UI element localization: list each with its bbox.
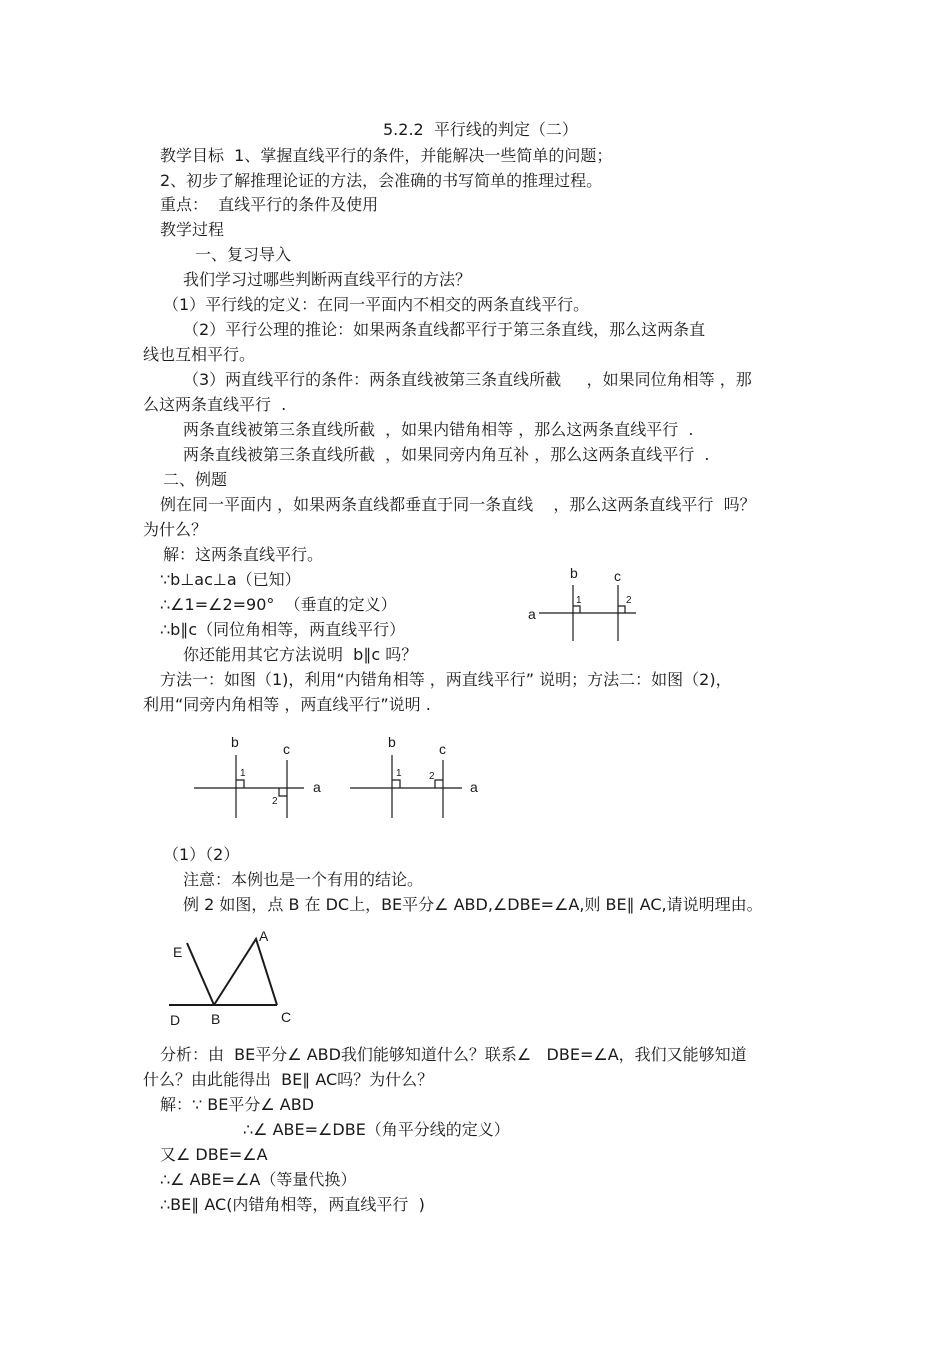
method-3-line2: 么这两条直线平行 . <box>143 395 287 414</box>
other-method-question: 你还能用其它方法说明 b∥c 吗？ <box>183 645 418 664</box>
solution-2-step-4: ∴∠ ABE=∠A（等量代换） <box>160 1170 357 1189</box>
analysis-line2: 什么？由此能得出 BE∥ AC吗？为什么？ <box>143 1070 434 1089</box>
label-c: c <box>614 568 621 584</box>
method-2-line2: 线也互相平行。 <box>143 345 256 364</box>
label-c: c <box>439 741 446 757</box>
method-3-interior: 两条直线被第三条直线所截 ，如果同旁内角互补 ，那么这两条直线平行 . <box>183 445 710 464</box>
label-b: b <box>388 734 396 750</box>
label-a: a <box>528 606 536 622</box>
method-3-alternate: 两条直线被第三条直线所截 ，如果内错角相等 ，那么这两条直线平行 . <box>183 420 694 439</box>
section-examples: 二、例题 <box>163 470 228 489</box>
review-question: 我们学习过哪些判断两直线平行的方法？ <box>183 270 472 289</box>
page-title: 5.2.2 平行线的判定（二） <box>383 120 578 139</box>
methods-line1: 方法一：如图（1)，利用“内错角相等 ，两直线平行” 说明；方法二：如图（2)， <box>160 670 732 689</box>
label-angle-1: 1 <box>576 595 582 606</box>
label-b: b <box>570 565 578 581</box>
label-B: B <box>211 1011 221 1027</box>
method-2-line1: （2）平行公理的推论：如果两条直线都平行于第三条直线，那么这两条直 <box>183 320 706 339</box>
example-1-line1: 例在同一平面内 ，如果两条直线都垂直于同一条直线 ，那么这两条直线平行 吗？ <box>160 495 756 514</box>
label-angle-1: 1 <box>396 768 402 779</box>
solution-2-step-5: ∴BE∥ AC(内错角相等，两直线平行 ) <box>160 1195 425 1214</box>
label-E: E <box>173 944 183 960</box>
label-A: A <box>259 928 269 944</box>
label-c: c <box>283 741 290 757</box>
figure-caption: （1）（2） <box>163 845 240 864</box>
label-angle-2: 2 <box>626 595 632 606</box>
label-b: b <box>231 734 239 750</box>
teaching-goal-2: 2、初步了解推理论证的方法，会准确的书写简单的推理过程。 <box>160 171 603 190</box>
label-angle-2: 2 <box>429 771 435 782</box>
proof-step-1: ∵b⊥ac⊥a（已知） <box>160 570 301 589</box>
proof-step-3: ∴b∥c（同位角相等，两直线平行） <box>160 620 406 639</box>
method-1: （1）平行线的定义：在同一平面内不相交的两条直线平行。 <box>163 295 590 314</box>
analysis-line1: 分析：由 BE平分∠ ABD我们能够知道什么？联系∠ DBE=∠A，我们又能够知道 <box>160 1045 747 1064</box>
example-1-line2: 为什么？ <box>143 520 208 539</box>
solution-2-step-1: 解：∵ BE平分∠ ABD <box>160 1095 315 1114</box>
methods-line2: 利用“同旁内角相等 ，两直线平行”说明 . <box>143 695 431 714</box>
teaching-process: 教学过程 <box>160 220 225 239</box>
teaching-goal-1: 教学目标 1、掌握直线平行的条件，并能解决一些简单的问题； <box>160 146 613 165</box>
label-angle-2: 2 <box>272 796 278 807</box>
label-angle-1: 1 <box>240 768 246 779</box>
label-D: D <box>170 1012 181 1028</box>
label-a: a <box>313 779 321 795</box>
method-3-line1: （3）两直线平行的条件：两条直线被第三条直线所截 ，如果同位角相等 ，那 <box>183 370 752 389</box>
key-point: 重点： 直线平行的条件及使用 <box>160 195 379 214</box>
solution-1: 解：这两条直线平行。 <box>163 545 324 564</box>
label-a: a <box>470 779 478 795</box>
proof-step-2: ∴∠1=∠2=90° （垂直的定义） <box>160 595 397 614</box>
solution-2-step-3: 又∠ DBE=∠A <box>160 1145 268 1164</box>
example-2: 例 2 如图，点 B 在 DC上，BE平分∠ ABD,∠DBE=∠A,则 BE∥ AC,请说明理由。 <box>183 895 763 914</box>
label-C: C <box>281 1009 292 1025</box>
note: 注意：本例也是一个有用的结论。 <box>183 870 424 889</box>
solution-2-step-2: ∴∠ ABE=∠DBE（角平分线的定义） <box>243 1120 510 1139</box>
section-review: 一、复习导入 <box>195 245 292 264</box>
